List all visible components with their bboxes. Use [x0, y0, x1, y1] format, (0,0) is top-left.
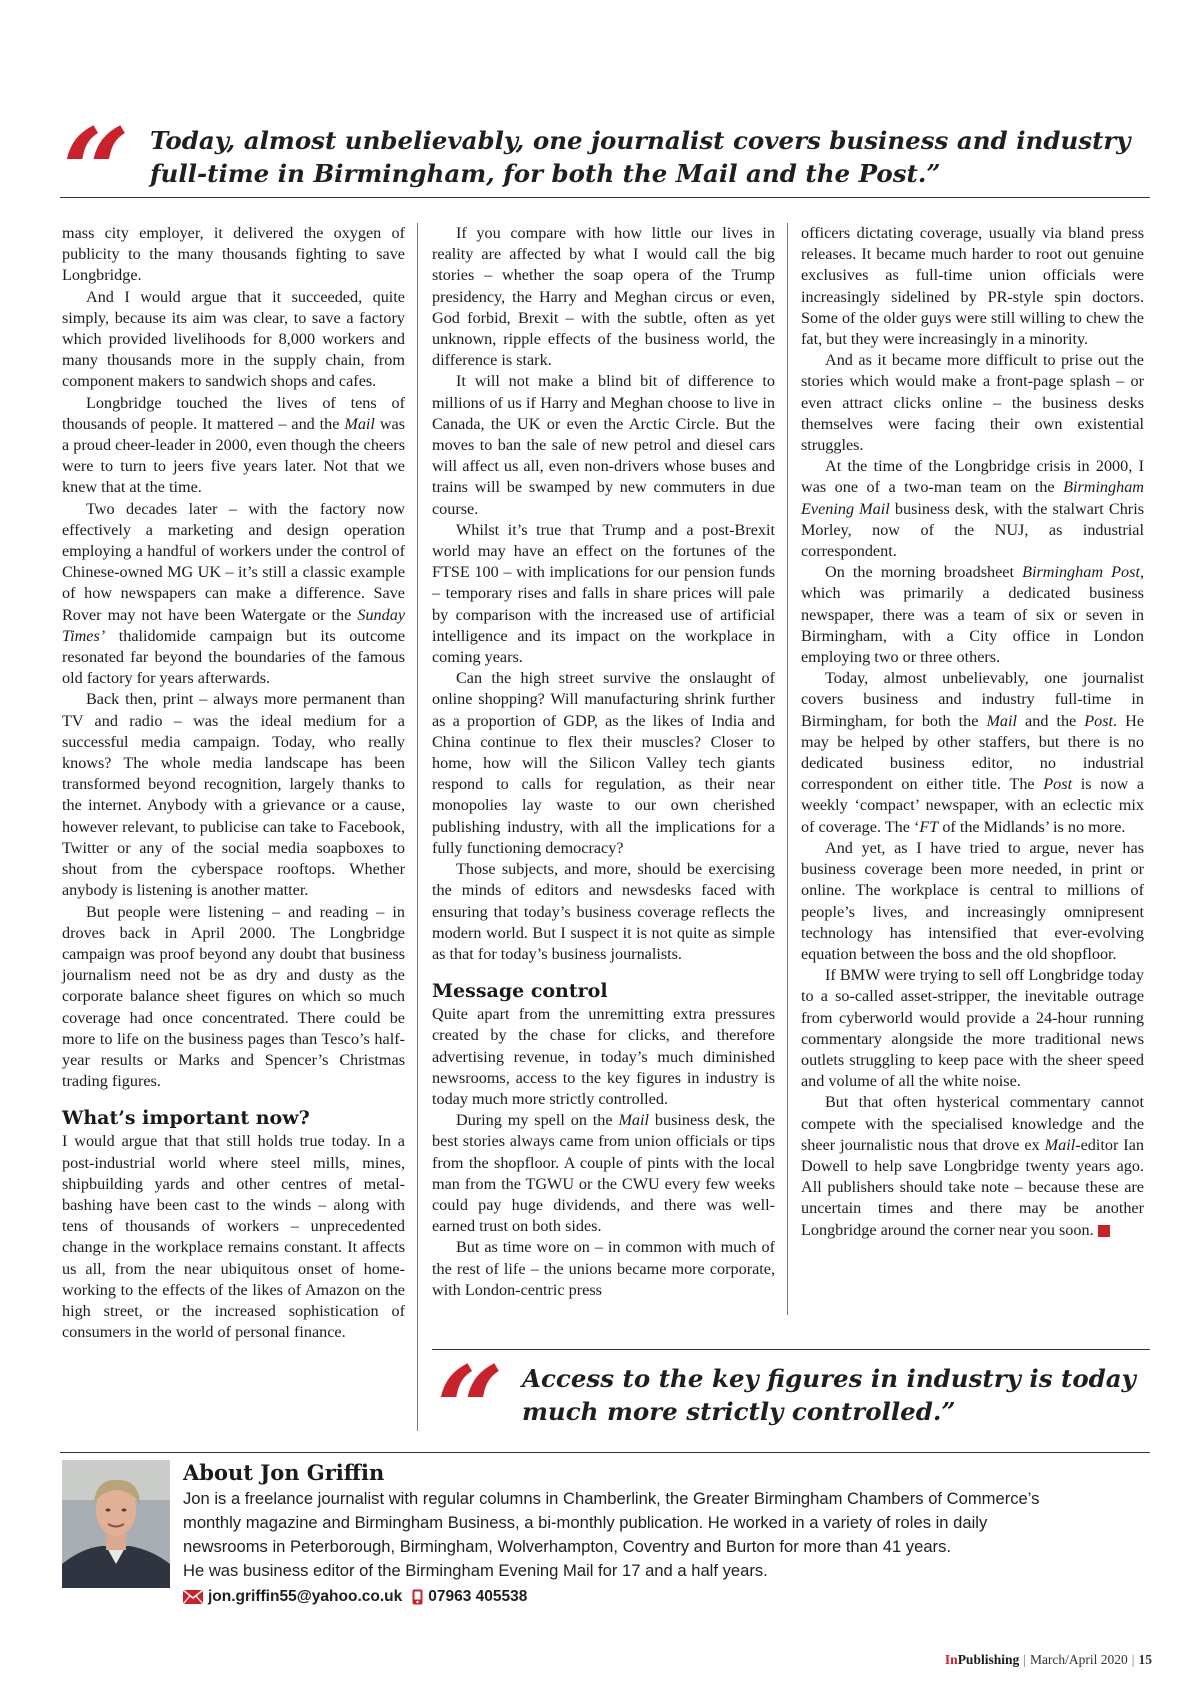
paragraph: If you compare with how little our lives in reality are affected by what I would call the big stories – whether the soap opera of the Trump presidency, the Harry and Meghan circus or even, God forbid, Brexit – with the subtle, often as yet unknown, ripple effects of the business world, the difference is stark. [432, 224, 775, 370]
paragraph: Can the high street survive the onslaught of online shopping? Will manufacturing shrink further as a proportion of GDP, as the likes of India and China continue to flex their muscles? Closer to home, how will the Silicon Valley tech giants respond to calls for regulation, as their near monopolies lay waste to our own cherished publishing industry, with all the implications for a fully functioning democracy? [432, 669, 775, 857]
divider [60, 1452, 1150, 1453]
paragraph: And as it became more difficult to prise out the stories which would make a front-page splash – or even attract clicks online – the business desks themselves were facing their own existential struggles. [801, 351, 1144, 455]
column-divider [417, 223, 418, 1431]
section-heading: What’s important now? [62, 1107, 310, 1130]
author-bio [183, 1487, 1143, 1583]
author-photo [62, 1460, 170, 1588]
section-heading: Message control [432, 980, 608, 1003]
author-box-title: About Jon Griffin [183, 1460, 385, 1485]
paragraph: During my spell on the Mail business desk, the best stories always came from union officials or tips from the shopfloor. A couple of pints with the local man from the TGWU or the CWU every few weeks could pay huge dividends, and there was well-earned trust on both sides. [432, 1111, 775, 1236]
paragraph: Quite apart from the unremitting extra pressures created by the chase for clicks, and therefore advertising revenue, in today’s much diminished newsrooms, access to the key figures in industry is today much more strictly controlled. [432, 1005, 775, 1108]
paragraph: Today, almost unbelievably, one journalist covers business and industry full-time in Birmingham, for both the Mail and the Post. He may be helped by other staffers, but there is no dedicated business editor, no industrial correspondent on either title. The Post is now a weekly ‘compact’ newspaper, with an eclectic mix of coverage. The ‘FT of the Midlands’ is no more. [801, 669, 1145, 836]
paragraph: officers dictating coverage, usually via bland press releases. It became much harder to root out genuine exclusives as full-time union officials were increasingly sidelined by PR-style spin doctors. Some of the older guys were still willing to chew the fat, but they were increasingly in a minority. [801, 224, 1144, 349]
pullquote-top-text: Today, almost unbelievably, one journalist covers business and industry full-time in Birmingham, for both the Mail and the Post.” [150, 126, 1131, 188]
pullquote-top [62, 124, 1152, 200]
article-column-2 [432, 223, 775, 1301]
paragraph: If BMW were trying to sell off Longbridge today to a so-called asset-stripper, the inevitable outrage from cyberworld would provide a 24-hour running commentary alongside the more traditional news outlets struggling to keep pace with the sheer speed and volume of all the white noise. [801, 966, 1144, 1091]
paragraph: mass city employer, it delivered the oxygen of publicity to the many thousands fighting to save Longbridge. [62, 224, 405, 285]
article-column-3 [801, 223, 1144, 1241]
author-bio-line: Jon is a freelance journalist with regular columns in Chamberlink, the Greater Birmingham Chambers of Commerce’s [183, 1489, 1040, 1508]
paragraph: Back then, print – always more permanent than TV and radio – was the ideal medium for a successful media campaign. Today, who really knows? The whole media landscape has been transformed beyond recognition, largely thanks to the internet. Anybody with a grievance or a cause, however relevant, to publicise can take to Facebook, Twitter or any of the social media soapboxes to shout from the cyberspace rooftops. Whether anybody is listening is another matter. [62, 690, 405, 900]
page-footer: InPublishing | March/April 2020 | 15 [944, 1652, 1152, 1667]
paragraph: On the morning broadsheet Birmingham Post, which was primarily a dedicated business newspaper, there was a team of six or seven in Birmingham, with a City office in London employing two or three others. [801, 563, 1144, 667]
paragraph: But as time wore on – in common with much of the rest of life – the unions became more corporate, with London-centric press [432, 1238, 775, 1299]
phone-icon [412, 1589, 423, 1605]
paragraph: And I would argue that it succeeded, quite simply, because its aim was clear, to save a factory which provided livelihoods for 8,000 workers and many thousands more in the supply chain, from component makers to sandwich shops and cafes. [62, 287, 405, 391]
author-bio-line: newsrooms in Peterborough, Birmingham, Wolverhampton, Coventry and Burton for more than 41 years. [183, 1537, 951, 1556]
page-number: 15 [1138, 1652, 1152, 1667]
pullquote-bottom [436, 1362, 1146, 1438]
paragraph: Two decades later – with the factory now effectively a marketing and design operation employing a handful of workers under the control of Chinese-owned MG UK – it’s still a classic example of how newspapers can make a difference. Save Rover may not have been Watergate or the Sunday Times’ thalidomide campaign but its outcome resonated far beyond the boundaries of the famous old factory for years afterwards. [62, 499, 405, 688]
author-contact [183, 1588, 527, 1606]
author-bio-line: monthly magazine and Birmingham Business, a bi-monthly publication. He worked in a variety of roles in daily [183, 1513, 988, 1532]
brand-publishing: Publishing [957, 1652, 1020, 1667]
paragraph: Whilst it’s true that Trump and a post-Brexit world may have an effect on the fortunes of the FTSE 100 – with implications for our pension funds – temporary rises and falls in share prices will pale by comparison with the increased use of artificial intelligence and its impact on the workplace in coming years. [432, 520, 775, 667]
paragraph: At the time of the Longbridge crisis in 2000, I was one of a two-man team on the Birmingham Evening Mail business desk, with the stalwart Chris Morley, now of the NUJ, as industrial correspondent. [801, 457, 1144, 561]
quote-mark-icon: “ [62, 124, 130, 200]
paragraph: I would argue that that still holds true today. In a post-industrial world where steel mills, mines, shipbuilding yards and other centres of metal-bashing have been cast to the winds – along with tens of thousands of workers – unprecedented change in the workplace remains constant. It affects us all, from the near ubiquitous onset of home-working to the effects of the likes of Amazon on the high street, or the increased sophistication of consumers in the world of personal finance. [62, 1132, 405, 1342]
email-icon [183, 1590, 203, 1604]
column-divider [787, 223, 788, 1315]
author-bio-line: He was business editor of the Birmingham Evening Mail for 17 and a half years. [183, 1561, 768, 1580]
paragraph: But that often hysterical commentary cannot compete with the specialised knowledge and the sheer journalistic nous that drove ex Mail-editor Ian Dowell to help save Longbridge twenty years ago. All publishers should take note – because these are uncertain times and there may be another Longbridge around the corner near you soon. ✖ [801, 1093, 1144, 1239]
divider [432, 1349, 1150, 1350]
pullquote-bottom-text: Access to the key figures in industry is today much more strictly controlled.” [522, 1364, 1136, 1426]
brand-in: In [944, 1652, 958, 1667]
article-column-1 [62, 223, 405, 1343]
issue-date: March/April 2020 [1029, 1652, 1128, 1667]
end-mark-icon: ✖ [1098, 1225, 1110, 1237]
paragraph: Those subjects, and more, should be exercising the minds of editors and newsdesks faced with ensuring that today’s business coverage reflects the modern world. But I suspect it is not quite as simple as that for today’s business journalists. [432, 860, 775, 963]
author-phone: 07963 405538 [428, 1588, 528, 1605]
paragraph: Longbridge touched the lives of tens of thousands of people. It mattered – and the Mail was a proud cheer-leader in 2000, even though the cheers were to turn to jeers five years later. Not that we knew that at the time. [62, 393, 405, 497]
quote-mark-icon: “ [436, 1362, 504, 1438]
paragraph: It will not make a blind bit of difference to millions of us if Harry and Meghan choose to live in Canada, the UK or even the Arctic Circle. But the moves to ban the sale of new petrol and diesel cars will affect us all, even non-drivers whose buses and trains will be swamped by new commuters in due course. [432, 372, 775, 518]
author-box [62, 1460, 1152, 1605]
author-email-link[interactable]: jon.griffin55@yahoo.co.uk [208, 1588, 403, 1605]
paragraph: And yet, as I have tried to argue, never has business coverage been more needed, in print or online. The workplace is central to millions of people’s lives, and increasingly omnipresent technology has intensified that ever-evolving equation between the boss and the old shopfloor. [801, 838, 1144, 963]
divider [60, 197, 1150, 198]
paragraph: But people were listening – and reading – in droves back in April 2000. The Longbridge campaign was proof beyond any doubt that business journalism need not be as dry and dusty as the corporate balance sheet figures on which so much coverage had once concentrated. There could be more to life on the business pages than Tesco’s half-year results or Marks and Spencer’s Christmas trading figures. [62, 902, 405, 1091]
